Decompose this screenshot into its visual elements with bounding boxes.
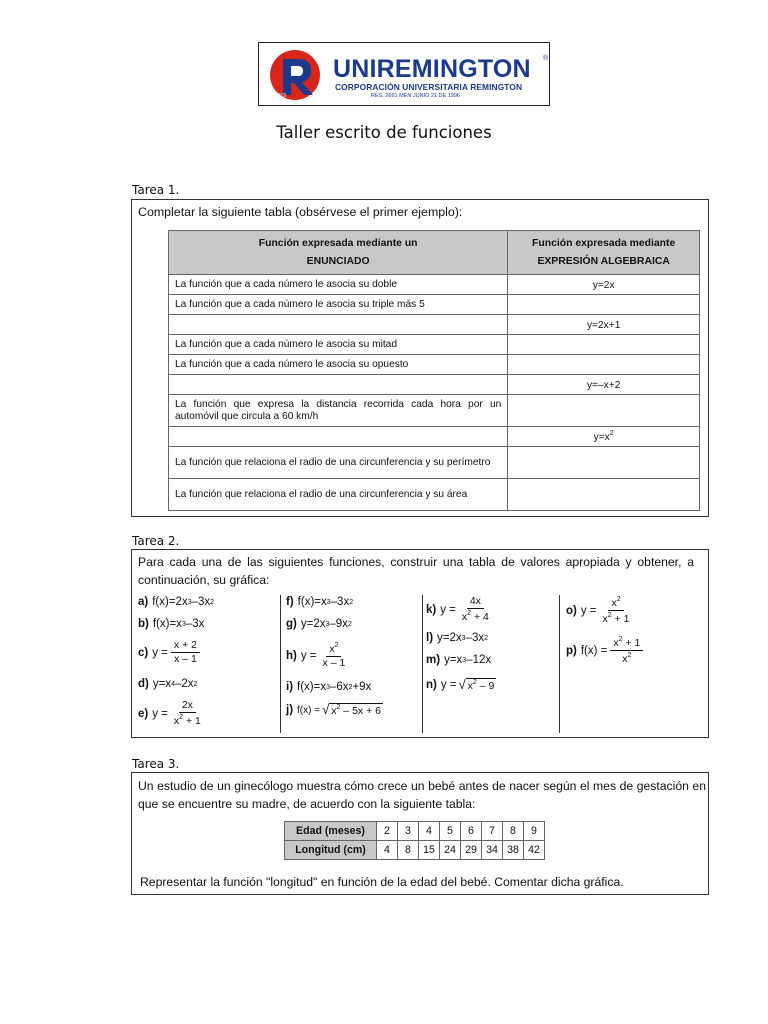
column-divider [280, 595, 281, 733]
function-l: l) y=2x 3 –3x 2 [426, 632, 489, 644]
table-row [169, 395, 700, 427]
expression-cell [508, 355, 700, 375]
row-header-length: Longitud (cm) [285, 841, 377, 860]
task1-box [131, 199, 709, 517]
column-header-statement: Función expresada mediante un ENUNCIADO [169, 231, 508, 275]
row-header-age: Edad (meses) [285, 822, 377, 841]
task2-label: Tarea 2. [132, 534, 180, 548]
expression-cell [508, 447, 700, 479]
function-j: j) f(x) = √ $x^2 - 5x + 6$ [286, 702, 381, 717]
function-h: h) y = $\frac{x^2}{x - 1}$ [286, 642, 346, 670]
statement-cell: La función que a cada número le asocia su triple más 5 [169, 295, 508, 315]
age-cell: 7 [482, 822, 503, 841]
statement-cell: La función que a cada número le asocia su doble [169, 275, 508, 295]
function-i: i) f(x)=x 3 –6x 2 +9x [286, 681, 372, 693]
table-row-age [285, 822, 545, 841]
function-b: b) f(x)=x 3 –3x [138, 618, 205, 630]
expression-cell: $y=x^2$ [508, 427, 700, 447]
age-cell: 4 [419, 822, 440, 841]
expression-cell [508, 395, 700, 427]
task1-label: Tarea 1. [132, 183, 180, 197]
length-cell: 24 [440, 841, 461, 860]
table-header-row [169, 231, 700, 275]
logo-name: UNIREMINGTON [333, 55, 531, 83]
statement-cell: La función que relaciona el radio de una circunferencia y su área [169, 479, 508, 511]
table-row [169, 427, 700, 447]
task2-instruction: Para cada una de las siguientes funciones, construir una tabla de valores apropiada y obtener, a continuación, su gráfica: [138, 555, 694, 587]
column-divider [422, 595, 423, 733]
logo-subtitle: CORPORACIÓN UNIVERSITARIA REMINGTON [335, 82, 523, 92]
function-a: a) f(x)=2x 3 –3x 2 [138, 596, 215, 608]
statement-cell [169, 427, 508, 447]
age-cell: 6 [461, 822, 482, 841]
length-cell: 15 [419, 841, 440, 860]
logo-year: 1915 [275, 93, 287, 99]
length-cell: 29 [461, 841, 482, 860]
function-e: e) y = $\frac{2x}{x^2 + 1}$ [138, 699, 201, 728]
statement-cell: La función que expresa la distancia recorrida cada hora por un automóvil que circula a 60 km/h [169, 395, 508, 427]
function-m: m) y=x 3 –12x [426, 654, 492, 666]
table-row [169, 375, 700, 395]
table-row [169, 275, 700, 295]
task3-text: Un estudio de un ginecólogo muestra cómo crece un bebé antes de nacer según el mes de gestación en que se encuentre su madre, de acuerdo con la siguiente tabla: [138, 779, 706, 812]
page-title: Taller escrito de funciones [276, 123, 492, 142]
age-cell: 8 [503, 822, 524, 841]
task1-instruction: Completar la siguiente tabla (obsérvese el primer ejemplo): [138, 205, 463, 219]
length-cell: 38 [503, 841, 524, 860]
table-row [169, 479, 700, 511]
uniremington-r-emblem [269, 49, 323, 101]
function-o: o) y = $\frac{x^2}{x^2 + 1}$ [566, 596, 630, 626]
expression-cell [508, 479, 700, 511]
statement-cell: La función que a cada número le asocia su opuesto [169, 355, 508, 375]
function-p: p) f(x) = $\frac{x^2 + 1}{x^2}$ [566, 636, 643, 665]
logo-resolution: RES. 2661 MEN JUNIO 21 DE 1996 [371, 93, 460, 99]
statement-cell [169, 315, 508, 335]
task3-label: Tarea 3. [132, 757, 180, 771]
expression-cell: y=–x+2 [508, 375, 700, 395]
column-divider [559, 595, 560, 733]
expression-cell: y=2x+1 [508, 315, 700, 335]
statement-cell: La función que a cada número le asocia su mitad [169, 335, 508, 355]
function-k: k) y = $\frac{4x}{x^2 + 4}$ [426, 595, 489, 624]
function-c: c) y = $\frac{x + 2}{x - 1}$ [138, 640, 200, 665]
university-logo [258, 42, 550, 106]
task3-box [131, 772, 709, 895]
table-row [169, 447, 700, 479]
column-header-expression: Función expresada mediante EXPRESIÓN ALGEBRAICA [508, 231, 700, 275]
length-cell: 34 [482, 841, 503, 860]
table-row [169, 335, 700, 355]
table-row [169, 355, 700, 375]
expression-cell: y=2x [508, 275, 700, 295]
function-g: g) y=2x 3 –9x 2 [286, 618, 352, 630]
task1-table [168, 230, 700, 511]
task3-data-table [284, 821, 545, 860]
expression-cell [508, 335, 700, 355]
expression-cell [508, 295, 700, 315]
table-row-length [285, 841, 545, 860]
function-f: f) f(x)=x 3 –3x 2 [286, 596, 354, 608]
table-row [169, 295, 700, 315]
length-cell: 4 [377, 841, 398, 860]
age-cell: 2 [377, 822, 398, 841]
length-cell: 8 [398, 841, 419, 860]
statement-cell [169, 375, 508, 395]
task3-footer: Representar la función "longitud" en función de la edad del bebé. Comentar dicha gráfica. [140, 875, 624, 889]
age-cell: 5 [440, 822, 461, 841]
statement-cell: La función que relaciona el radio de una circunferencia y su perímetro [169, 447, 508, 479]
logo-registered-mark: ® [543, 55, 549, 62]
age-cell: 3 [398, 822, 419, 841]
function-d: d) y=x 4 –2x 2 [138, 678, 198, 690]
function-n: n) y = √ $x^2 - 9$ [426, 677, 495, 692]
table-row [169, 315, 700, 335]
age-cell: 9 [524, 822, 545, 841]
task2-box [131, 549, 709, 738]
length-cell: 42 [524, 841, 545, 860]
